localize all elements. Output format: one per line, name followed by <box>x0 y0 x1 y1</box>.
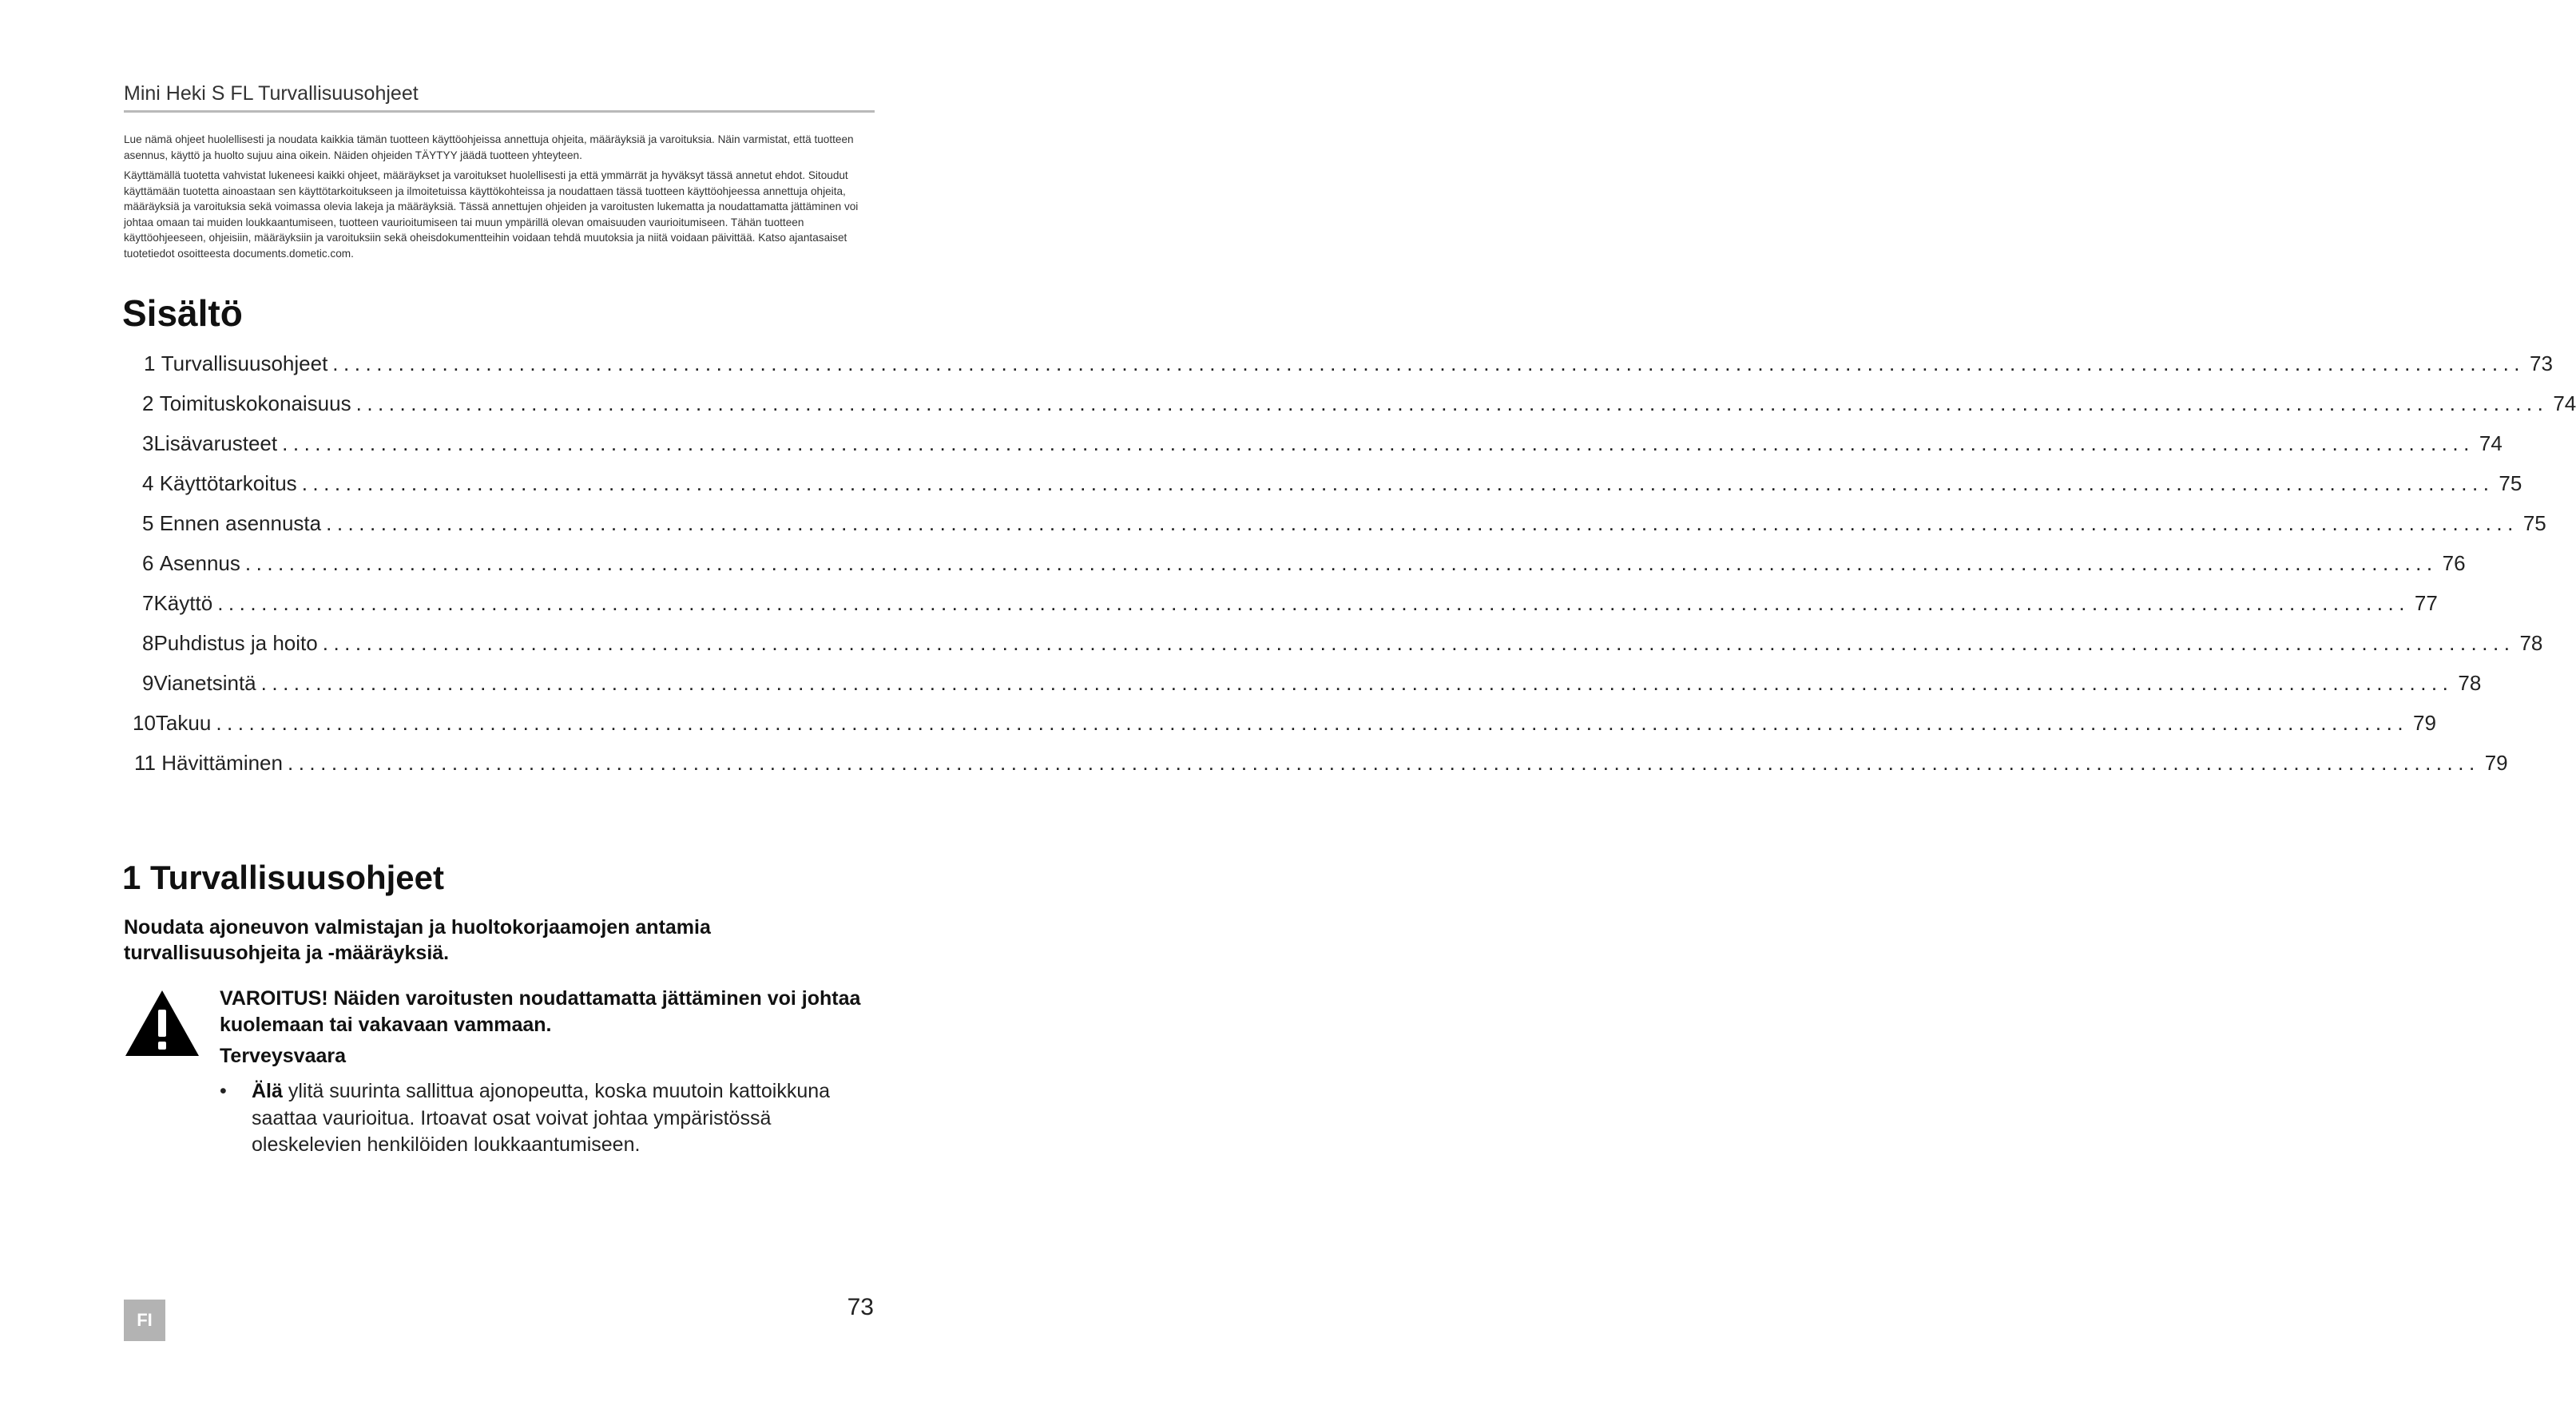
toc-entry-label: Vianetsintä <box>153 671 256 695</box>
toc-leader-dots: ........................................................................................................................................................................................................ <box>282 431 2475 455</box>
page-number: 73 <box>847 1294 874 1320</box>
toc-entry-number: 7 <box>142 591 154 615</box>
bullet-text <box>252 1078 875 1159</box>
toc-leader-dots: ........................................................................................................................................................................................................ <box>216 711 2409 735</box>
toc-leader-dots: ........................................................................................................................................................................................................ <box>326 511 2518 535</box>
hazard-title: Terveysvaara <box>220 1045 347 1067</box>
toc-leader-dots: ........................................................................................................................................................................................................ <box>301 471 2495 495</box>
toc-entry-page: 75 <box>2499 471 2522 495</box>
toc-entry-page: 77 <box>2414 591 2438 615</box>
toc-entry-page: 74 <box>2479 431 2503 455</box>
toc-entry-label: Toimituskokonaisuus <box>159 391 351 415</box>
toc-entry[interactable] <box>133 711 2436 738</box>
toc-entry-number: 1 <box>144 351 156 375</box>
toc-entry-label: Käyttö <box>153 591 213 615</box>
toc-entry[interactable] <box>144 351 2553 379</box>
toc-entry[interactable] <box>142 471 2522 498</box>
intro-text <box>124 132 873 266</box>
toc-entry-page: 74 <box>2553 391 2576 415</box>
toc-entry-page: 79 <box>2413 711 2436 735</box>
bullet-marker: • <box>220 1080 227 1102</box>
toc-entry[interactable] <box>142 671 2482 698</box>
running-header: Mini Heki S FL Turvallisuusohjeet <box>124 82 875 113</box>
toc-entry-label: Käyttötarkoitus <box>159 471 297 495</box>
toc-entry-number: 2 <box>142 391 154 415</box>
warning-heading: VAROITUS! Näiden varoitusten noudattamatta jättäminen voi johtaa kuolemaan tai vakavaan vammaan. <box>220 987 861 1036</box>
toc-entry-label: Ennen asennusta <box>159 511 322 535</box>
toc-entry[interactable] <box>142 591 2438 618</box>
toc-entry-label: Puhdistus ja hoito <box>153 631 318 655</box>
toc-entry-number: 3 <box>142 431 154 455</box>
toc-entry-label: Lisävarusteet <box>153 431 278 455</box>
toc-entry-page: 78 <box>2458 671 2482 695</box>
toc-entry[interactable] <box>134 751 2508 778</box>
toc-leader-dots: ........................................................................................................................................................................................................ <box>332 351 2526 375</box>
toc-entry-number: 8 <box>142 631 154 655</box>
toc-leader-dots: ........................................................................................................................................................................................................ <box>322 631 2515 655</box>
toc-entry-page: 75 <box>2522 511 2546 535</box>
section-lead: Noudata ajoneuvon valmistajan ja huoltokorjaamojen antamia turvallisuusohjeita ja -määräyksiä. <box>124 916 711 964</box>
toc-entry[interactable] <box>142 511 2546 538</box>
toc-leader-dots: ........................................................................................................................................................................................................ <box>260 671 2454 695</box>
warning-triangle-icon <box>124 989 200 1058</box>
toc-entry-number: 6 <box>142 551 154 575</box>
toc-entry-label: Asennus <box>159 551 240 575</box>
bullet-emphasis: Älä <box>252 1080 283 1102</box>
toc-entry-number: 4 <box>142 471 154 495</box>
toc-leader-dots: ........................................................................................................................................................................................................ <box>355 391 2549 415</box>
toc-entry-page: 76 <box>2442 551 2466 575</box>
toc-entry-page: 79 <box>2484 751 2508 775</box>
toc-entry-number: 9 <box>142 671 154 695</box>
toc-entry[interactable] <box>142 431 2503 458</box>
toc-leader-dots: ........................................................................................................................................................................................................ <box>217 591 2410 615</box>
toc-entry-label: Hävittäminen <box>161 751 283 775</box>
toc-entry-label: Turvallisuusohjeet <box>161 351 328 375</box>
intro-paragraph: Käyttämällä tuotetta vahvistat lukeneesi kaikki ohjeet, määräykset ja varoitukset huolellisesti ja että ymmärrät ja hyväksyt tässä annetut ehdot. Sitoudut käyttämään tuotetta ainoastaan sen käyttötarkoitukseen ja ilmoitetuissa käyttökohteissa ja noudattaen tässä tuotteen käyttöohjeessa annettuja ohjeita, määräyksiä ja varoituksia sekä voimassa olevia lakeja ja määräyksiä. Tässä annettujen ohjeiden ja varoitusten lukematta ja noudattamatta jättäminen voi johtaa omaan tai muiden loukkaantumiseen, tuotteen vaurioitumiseen tai muun ympärillä olevan omaisuuden vaurioitumiseen. Tähän tuotteen käyttöohjeeseen, ohjeisiin, määräyksiin ja varoituksiin sekä oheisdokumentteihin voidaan tehdä muutoksia ja niitä voidaan päivittää. Katso ajantasaiset tuotetiedot osoitteesta documents.dometic.com. <box>124 169 859 260</box>
toc-entry-number: 5 <box>142 511 154 535</box>
intro-paragraph: Lue nämä ohjeet huolellisesti ja noudata kaikkia tämän tuotteen käyttöohjeissa annettuja ohjeita, määräyksiä ja varoituksia. Näin varmistat, että tuotteen asennus, käyttö ja huolto sujuu aina oikein. Näiden ohjeiden TÄYTYY jäädä tuotteen yhteyteen. <box>124 133 854 161</box>
bullet-body: ylitä suurinta sallittua ajonopeutta, koska muutoin kattoikkuna saattaa vaurioitua. Irtoavat osat voivat johtaa ympäristössä oleskelevien henkilöiden loukkaantumiseen. <box>252 1080 831 1156</box>
toc-entry-page: 78 <box>2519 631 2543 655</box>
toc-entry[interactable] <box>142 551 2466 578</box>
toc-title: Sisältö <box>122 292 243 334</box>
toc-entry-label: Takuu <box>155 711 212 735</box>
toc-leader-dots: ........................................................................................................................................................................................................ <box>244 551 2438 575</box>
toc-entry-page: 73 <box>2530 351 2553 375</box>
toc-entry-number: 11 <box>134 751 156 775</box>
section-title: 1 Turvallisuusohjeet <box>122 859 444 896</box>
toc-leader-dots: ........................................................................................................................................................................................................ <box>287 751 2480 775</box>
toc-entry[interactable] <box>142 391 2576 419</box>
toc-entry[interactable] <box>142 631 2543 658</box>
language-badge: FI <box>124 1300 165 1341</box>
toc-entry-number: 10 <box>133 711 156 735</box>
